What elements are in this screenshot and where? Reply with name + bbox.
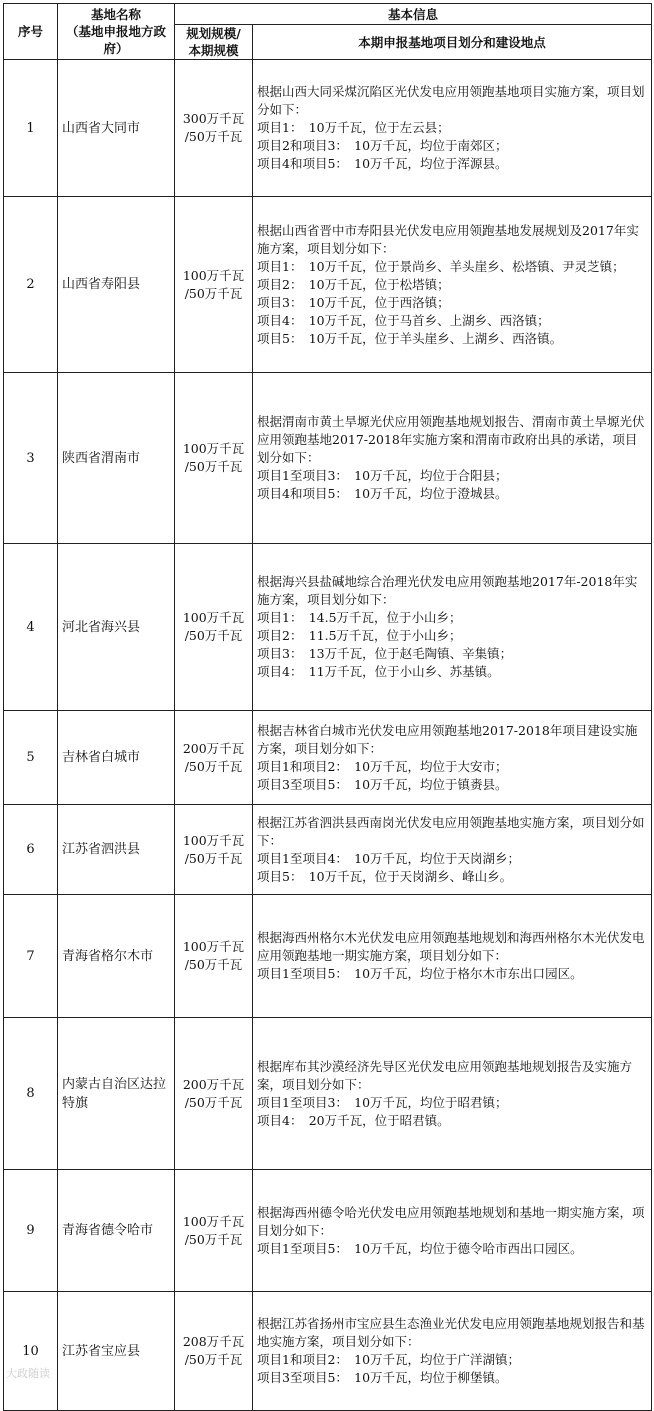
- row-project-detail: [253, 805, 652, 895]
- table-row: [4, 711, 652, 805]
- detail-line: 根据海西州德令哈光伏发电应用领跑基地规划和基地一期实施方案，项目划分如下：: [257, 1204, 645, 1238]
- detail-line: 项目1和项目2： 10万千瓦，均位于大安市；: [257, 758, 508, 774]
- row-seq: 7: [4, 895, 58, 1018]
- row-seq: 4: [4, 544, 58, 711]
- row-scale: 100万千瓦 /50万千瓦: [175, 544, 253, 711]
- detail-line: 项目3： 13万千瓦，位于赵毛陶镇、辛集镇；: [257, 646, 513, 661]
- detail-line: 项目5： 10万千瓦，位于羊头崖乡、上湖乡、西洛镇。: [257, 330, 563, 346]
- table-row: [4, 60, 652, 197]
- detail-line: 项目1至项目4： 10万千瓦，均位于天岗湖乡；: [257, 850, 521, 866]
- row-seq: 9: [4, 1170, 58, 1292]
- table-row: [4, 1170, 652, 1292]
- detail-line: 根据库布其沙漠经济先导区光伏发电应用领跑基地规划报告及实施方案，项目划分如下：: [257, 1058, 633, 1092]
- table-row: [4, 1018, 652, 1170]
- detail-line: 根据吉林省白城市光伏发电应用领跑基地2017-2018年项目建设实施方案，项目划分如下：: [257, 722, 638, 756]
- table-body: [4, 60, 652, 1411]
- row-seq: 8: [4, 1018, 58, 1170]
- row-base-name: 青海省德令哈市: [58, 1170, 175, 1292]
- row-seq: 5: [4, 711, 58, 805]
- row-scale: 200万千瓦 /50万千瓦: [175, 1018, 253, 1170]
- detail-line: 根据山西大同采煤沉陷区光伏发电应用领跑基地项目实施方案，项目划分如下：: [257, 84, 645, 117]
- row-project-detail: [253, 1292, 652, 1411]
- header-name: 基地名称 （基地申报地方政府）: [58, 4, 175, 60]
- header-scale: 规划规模/ 本期规模: [175, 25, 253, 60]
- row-scale: 100万千瓦 /50万千瓦: [175, 805, 253, 895]
- row-seq: 3: [4, 373, 58, 544]
- row-base-name: 江苏省泗洪县: [58, 805, 175, 895]
- header-basic-info: 基本信息: [175, 4, 652, 25]
- detail-line: 项目1至项目3： 10万千瓦，均位于合阳县；: [257, 468, 508, 483]
- detail-line: 项目2和项目3： 10万千瓦，均位于南郊区；: [257, 138, 508, 153]
- detail-line: 根据江苏省扬州市宝应县生态渔业光伏发电应用领跑基地规划报告和基地实施方案，项目划分如下：: [257, 1316, 645, 1349]
- detail-line: 项目3： 10万千瓦，位于西洛镇；: [257, 294, 450, 310]
- detail-line: 项目4： 20万千瓦，位于昭君镇。: [257, 1112, 450, 1128]
- table-row: [4, 544, 652, 711]
- detail-line: 项目4： 11万千瓦，位于小山乡、苏基镇。: [257, 664, 500, 679]
- row-project-detail: [253, 1170, 652, 1292]
- row-base-name: 山西省大同市: [58, 60, 175, 197]
- detail-line: 项目1： 10万千瓦，位于左云县；: [257, 120, 450, 135]
- detail-line: 项目5： 10万千瓦，位于天岗湖乡、峰山乡。: [257, 868, 513, 884]
- row-project-detail: [253, 895, 652, 1018]
- header-seq: 序号: [4, 4, 58, 60]
- row-base-name: 吉林省白城市: [58, 711, 175, 805]
- row-scale: 100万千瓦 /50万千瓦: [175, 1170, 253, 1292]
- detail-line: 项目2： 11.5万千瓦，位于小山乡；: [257, 628, 462, 643]
- row-base-name: 青海省格尔木市: [58, 895, 175, 1018]
- row-scale: 208万千瓦 /50万千瓦: [175, 1292, 253, 1411]
- row-scale: 300万千瓦 /50万千瓦: [175, 60, 253, 197]
- row-scale: 100万千瓦 /50万千瓦: [175, 197, 253, 373]
- detail-line: 项目1至项目3： 10万千瓦，均位于昭君镇；: [257, 1094, 508, 1110]
- row-base-name: 山西省寿阳县: [58, 197, 175, 373]
- detail-line: 项目4和项目5： 10万千瓦，均位于澄城县。: [257, 486, 508, 501]
- table-row: [4, 197, 652, 373]
- table-row: [4, 373, 652, 544]
- detail-line: 项目1： 14.5万千瓦，位于小山乡；: [257, 610, 462, 625]
- watermark-text: 大政随读: [6, 1367, 50, 1380]
- detail-line: 项目1至项目5： 10万千瓦，均位于德令哈市西出口园区。: [257, 1240, 583, 1256]
- row-project-detail: [253, 1018, 652, 1170]
- detail-line: 项目3至项目5： 10万千瓦，均位于镇赉县。: [257, 776, 508, 792]
- header-detail: 本期申报基地项目划分和建设地点: [253, 25, 652, 60]
- detail-line: 项目4： 10万千瓦，位于马首乡、上湖乡、西洛镇；: [257, 312, 550, 328]
- row-seq: 6: [4, 805, 58, 895]
- detail-line: 项目1和项目2： 10万千瓦，均位于广洋湖镇；: [257, 1352, 521, 1367]
- row-project-detail: [253, 711, 652, 805]
- row-project-detail: [253, 544, 652, 711]
- row-seq: 2: [4, 197, 58, 373]
- row-scale: 200万千瓦 /50万千瓦: [175, 711, 253, 805]
- row-seq: 10: [4, 1292, 58, 1411]
- row-project-detail: [253, 373, 652, 544]
- detail-line: 根据海兴县盐碱地综合治理光伏发电应用领跑基地2017年-2018年实施方案，项目划分如下：: [257, 574, 638, 607]
- row-seq: 1: [4, 60, 58, 197]
- row-project-detail: [253, 197, 652, 373]
- row-project-detail: [253, 60, 652, 197]
- detail-line: 根据山西省晋中市寿阳县光伏发电应用领跑基地发展规划及2017年实施方案，项目划分如下：: [257, 222, 639, 256]
- row-base-name: 陕西省渭南市: [58, 373, 175, 544]
- detail-line: 根据海西州格尔木光伏发电应用领跑基地规划和海西州格尔木光伏发电应用领跑基地一期实施方案，项目划分如下：: [257, 930, 645, 963]
- detail-line: 根据江苏省泗洪县西南岗光伏发电应用领跑基地实施方案，项目划分如下：: [257, 814, 645, 848]
- detail-line: 项目1： 10万千瓦，位于景尚乡、羊头崖乡、松塔镇、尹灵芝镇；: [257, 258, 625, 274]
- detail-line: 项目2： 10万千瓦，位于松塔镇；: [257, 276, 450, 292]
- table-row: [4, 805, 652, 895]
- row-base-name: 江苏省宝应县: [58, 1292, 175, 1411]
- table-row: [4, 1292, 652, 1411]
- row-scale: 100万千瓦 /50万千瓦: [175, 895, 253, 1018]
- detail-line: 根据渭南市黄土旱塬光伏应用领跑基地规划报告、渭南市黄土旱塬光伏应用领跑基地2017-2018年实施方案和渭南市政府出具的承诺，项目划分如下：: [257, 414, 645, 465]
- row-base-name: 内蒙古自治区达拉特旗: [58, 1018, 175, 1170]
- detail-line: 项目4和项目5： 10万千瓦，均位于浑源县。: [257, 156, 508, 171]
- detail-line: 项目1至项目5： 10万千瓦，均位于格尔木市东出口园区。: [257, 966, 583, 981]
- row-scale: 100万千瓦 /50万千瓦: [175, 373, 253, 544]
- base-info-table: [3, 3, 652, 1411]
- table-row: [4, 895, 652, 1018]
- detail-line: 项目3至项目5： 10万千瓦，均位于柳堡镇。: [257, 1370, 508, 1385]
- row-base-name: 河北省海兴县: [58, 544, 175, 711]
